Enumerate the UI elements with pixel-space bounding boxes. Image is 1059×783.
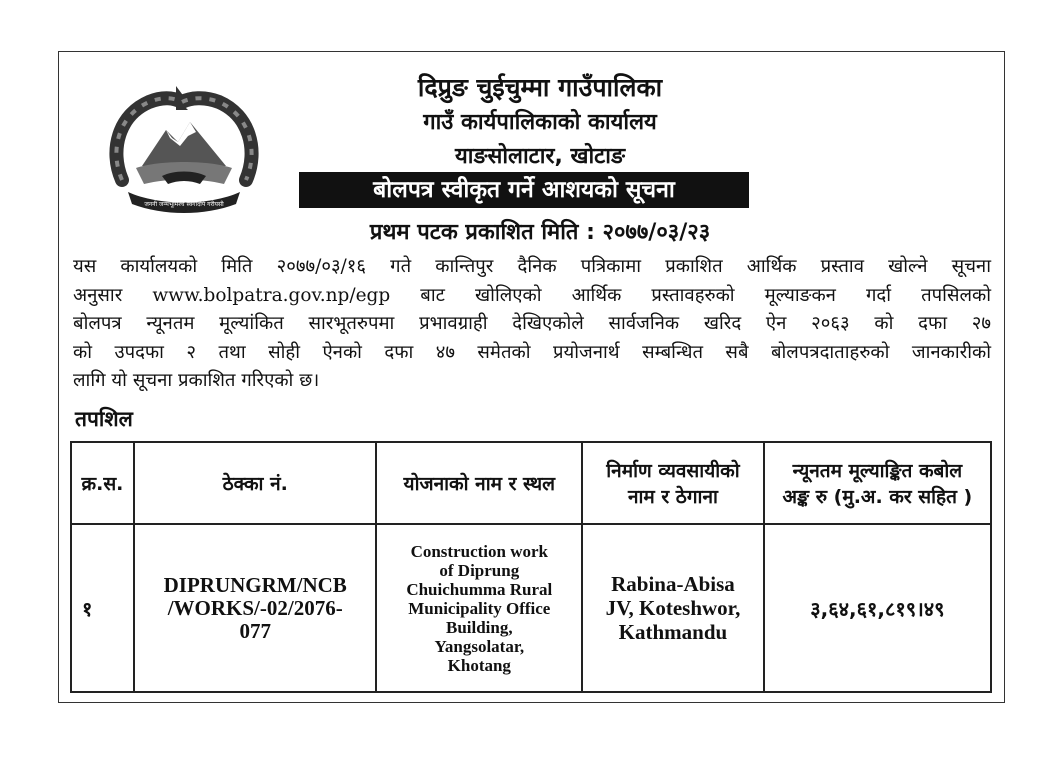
- header-amount-line: न्यूनतम मूल्याङ्कित कबोल: [792, 460, 963, 482]
- office-name: दिप्रुङ चुईचुम्मा गाउँपालिका: [417, 73, 663, 102]
- office-subtitle: गाउँ कार्यपालिकाको कार्यालय: [423, 110, 657, 135]
- body-line: बोलपत्र न्यूनतम मूल्यांकित सारभूतरुपमा प्रभावग्राही देखिएकोले सार्वजनिक खरिद ऐन २०६३ को दफा २७: [73, 313, 991, 334]
- body-line: अनुसार www.bolpatra.gov.np/egp बाट खोलिएको आर्थिक प्रस्तावहरुको मूल्याङकन गर्दा तपसिलको: [73, 284, 991, 306]
- builder-line: Kathmandu: [618, 620, 728, 644]
- row-sn: १: [71, 524, 134, 692]
- row-amount: ३,६४,६१,८१९।४९: [764, 524, 991, 692]
- header-contract-no: ठेक्का नं.: [134, 442, 377, 524]
- details-heading: तपशिल: [75, 407, 133, 431]
- row-builder: [582, 524, 764, 692]
- published-date: प्रथम पटक प्रकाशित मिति : २०७७/०३/२३: [369, 220, 711, 245]
- body-line: लागि यो सूचना प्रकाशित गरिएको छ।: [73, 370, 320, 391]
- project-line: Municipality Office: [408, 598, 551, 618]
- row-project: [376, 524, 582, 692]
- table-row: [71, 524, 991, 692]
- project-line: Yangsolatar,: [434, 636, 525, 656]
- body-line: यस कार्यालयको मिति २०७७/०३/१६ गते कान्तिपुर दैनिक पत्रिकामा प्रकाशित आर्थिक प्रस्ताव खोल्ने सूचना: [73, 256, 991, 277]
- project-line: of Diprung: [439, 560, 520, 580]
- project-line: Khotang: [447, 655, 511, 675]
- header-amount-line: अङ्क रु (मु.अ. कर सहित ): [782, 486, 973, 508]
- body-line: को उपदफा २ तथा सोही ऐनको दफा ४७ समेतको प्रयोजनार्थ सम्बन्धित सबै बोलपत्रदाताहरुको जानकारीको: [73, 341, 991, 363]
- header-project: योजनाको नाम र स्थल: [376, 442, 582, 524]
- header-amount: [764, 442, 991, 524]
- header-builder: [582, 442, 764, 524]
- contract-line: 077: [239, 618, 271, 643]
- contract-line: DIPRUNGRM/NCB: [163, 572, 347, 597]
- row-contract-no: [134, 524, 377, 692]
- project-line: Building,: [445, 617, 513, 637]
- project-line: Chuichumma Rural: [406, 579, 553, 599]
- office-address: याङसोलाटार, खोटाङ: [455, 144, 625, 169]
- header-builder-line: नाम र ठेगाना: [627, 486, 718, 508]
- nepal-emblem-icon: [104, 80, 264, 220]
- contract-line: /WORKS/-02/2076-: [167, 595, 343, 620]
- header-sn: क्र.स.: [71, 442, 134, 524]
- project-line: Construction work: [410, 541, 548, 561]
- notice-title-banner: बोलपत्र स्वीकृत गर्ने आशयको सूचना: [299, 172, 749, 208]
- svg-text:जननी जन्मभूमिश्च स्वर्गादपि गर: जननी जन्मभूमिश्च स्वर्गादपि गरीयसी: [144, 201, 224, 208]
- header-builder-line: निर्माण व्यवसायीको: [606, 460, 740, 482]
- details-table: [70, 441, 992, 693]
- builder-line: JV, Koteshwor,: [605, 596, 741, 620]
- table-header-row: [71, 442, 991, 524]
- notice-body: [73, 253, 991, 396]
- builder-line: Rabina-Abisa: [611, 572, 735, 596]
